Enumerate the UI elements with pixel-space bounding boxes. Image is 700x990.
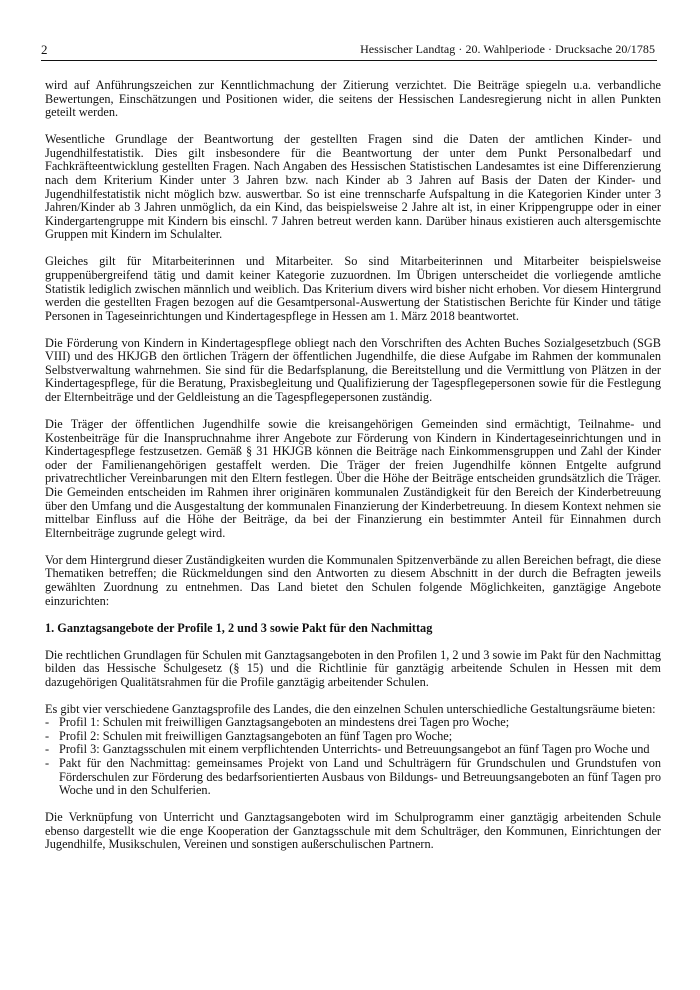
paragraph-fees: Die Träger der öffentlichen Jugendhilfe sowie die kreisangehörigen Gemeinden sind ermächtigt, Teilnahme- und Kostenbeiträge für die Inanspruchnahme ihrer Angebote zur Förderung von Kindern in Kindertageseinrichtungen und in Kindertagespflege festzusetzen. Gemäß § 31 HKJGB können die Beiträge nach Einkommensgruppen und Zahl der Kinder oder der Familienangehörigen gestaffelt werden. Die Träger der freien Jugendhilfe können Entgelte aufgrund privatrechtlicher Vereinbarungen mit den Eltern festlegen. Über die Höhe der Beiträge entscheiden grundsätzlich die Träger. Die Gemeinden entscheiden im Rahmen ihrer originären kommunalen Zuständigkeit für den Bereich der Kinderbetreuung über den Umfang und die Ausgestaltung der kommunalen Finanzierung der Kinderbetreuung. In diesem Kontext nehmen sie mittelbar Einfluss auf die Höhe der Beiträge, da bei der Finanzierung ein bestimmter Anteil für Einnahmen durch Elternbeiträge zugrunde gelegt wird.: [45, 417, 661, 540]
document-body: [45, 79, 661, 865]
section-heading: 1. Ganztagsangebote der Profile 1, 2 und 3 sowie Pakt für den Nachmittag: [45, 620, 433, 635]
paragraph-statistics-basis: Wesentliche Grundlage der Beantwortung der gestellten Fragen sind die Daten der amtlichen Kinder- und Jugendhilfestatistik. Dies gilt insbesondere für die Beantwortung der unter dem Punkt Personalbedarf und Fachkräfteentwicklung gestellten Fragen. Nach Angaben des Hessischen Statistischen Landesamtes ist eine Differenzierung nach dem Kriterium Kinder unter 3 Jahren bzw. nach Kinder ab 3 Jahren auf Basis der Daten der Kinder- und Jugendhilfestatistik nicht möglich bzw. auswertbar. So ist eine trennscharfe Aufspaltung in die Kategorien Kinder unter 3 Jahren/Kinder ab 3 Jahren unmöglich, da ein Kind, das beispielsweise 2 Jahre alt ist, in einer Krippengruppe oder in einer Kindergartengruppe mit Kindern bis einschl. 7 Jahren betreut werden kann. Darüber hinaus existieren auch altersgemischte Gruppen mit Kindern im Schulalter.: [45, 132, 661, 242]
running-head: Hessischer Landtag · 20. Wahlperiode · Drucksache 20/1785: [360, 42, 655, 56]
list-item-profile-3: - Profil 3: Ganztagsschulen mit einem verpflichtenden Unterrichts- und Betreuungsangebot an fünf Tagen pro Woche und: [45, 743, 661, 757]
profile-list: [45, 716, 661, 798]
list-item-profile-2: - Profil 2: Schulen mit freiwilligen Ganztagsangeboten an fünf Tagen pro Woche;: [45, 730, 661, 744]
paragraph-staff-statistics: Gleiches gilt für Mitarbeiterinnen und Mitarbeiter. So sind Mitarbeiterinnen und Mitarbeiter beispielsweise gruppenübergreifend tätig und damit keiner Kategorie zuzuordnen. Im Übrigen unterscheidet die vorliegende amtliche Statistik lediglich zwischen männlich und weiblich. Das Kriterium divers wird bisher nicht erhoben. Vor diesem Hintergrund werden die gestellten Fragen bezogen auf die Gesamtpersonal-Auswertung der Statistischen Berichte für Kinder und tätige Personen in Tageseinrichtungen und Kindertagespflege in Hessen am 1. März 2018 beantwortet.: [45, 254, 661, 323]
list-item-pakt-nachmittag: - Pakt für den Nachmittag: gemeinsames Projekt von Land und Schulträgern für Grundschulen und Grundstufen von Förderschulen zur Förderung des bedarfsorientierten Ausbaus von Bildungs- und Betreuungsangeboten an fünf Tagen pro Woche und in den Schulferien.: [45, 757, 661, 798]
paragraph-profiles-intro: Es gibt vier verschiedene Ganztagsprofile des Landes, die den einzelnen Schulen unterschiedliche Gestaltungsräume bieten:: [45, 701, 656, 716]
page-number: 2: [41, 42, 48, 57]
header-divider: [41, 60, 657, 61]
paragraph-childminding: Die Förderung von Kindern in Kindertagespflege obliegt nach den Vorschriften des Achten Buches Sozialgesetzbuch (SGB VIII) und des HKJGB den örtlichen Trägern der öffentlichen Jugendhilfe, die diese Aufgabe im Rahmen der kommunalen Selbstverwaltung wahrnehmen. Sie sind für die Bedarfsplanung, die Bereitstellung und die Vermittlung von Plätzen in der Kindertagespflege, für die Beratung, Praxisbegleitung und Qualifizierung der Tagespflegepersonen sowie für die Festlegung der Elternbeiträge und der Geldleistung an die Tagespflegepersonen zuständig.: [45, 335, 661, 405]
page-header: [41, 40, 657, 60]
paragraph-citation-note: wird auf Anführungszeichen zur Kenntlichmachung der Zitierung verzichtet. Die Beiträge spiegeln u.a. verbandliche Bewertungen, Einschätzungen und Positionen wider, die seitens der Hessischen Landesregierung nicht in allen Punkten geteilt werden.: [45, 78, 661, 120]
paragraph-school-program: Die Verknüpfung von Unterricht und Ganztagsangeboten wird im Schulprogramm einer ganztägig arbeitenden Schule ebenso dargestellt wie die enge Kooperation der Ganztagsschule mit dem Schulträger, den Kommunen, Einrichtungen der Jugendhilfe, Musikschulen, Vereinen und sonstigen außerschulischen Partnern.: [45, 810, 661, 852]
paragraph-municipal-survey: Vor dem Hintergrund dieser Zuständigkeiten wurden die Kommunalen Spitzenverbände zu allen Bereichen befragt, die diese Thematiken betreffen; die Rückmeldungen sind den Antworten zu diesem Abschnitt in der durch die Befragten jeweils gewählten Zuordnung zu entnehmen. Das Land bietet den Schulen folgende Möglichkeiten, ganztägige Angebote einzurichten:: [45, 552, 661, 608]
paragraph-legal-basis: Die rechtlichen Grundlagen für Schulen mit Ganztagsangeboten in den Profilen 1, 2 und 3 sowie im Pakt für den Nachmittag bilden das Hessische Schulgesetz (§ 15) und die Richtlinie für ganztägig arbeitende Schulen in Hessen mit dem dazugehörigen Qualitätsrahmen für die Profile ganztägig arbeitender Schulen.: [45, 647, 661, 689]
list-item-profile-1: - Profil 1: Schulen mit freiwilligen Ganztagsangeboten an mindestens drei Tagen pro Woche;: [45, 716, 661, 730]
